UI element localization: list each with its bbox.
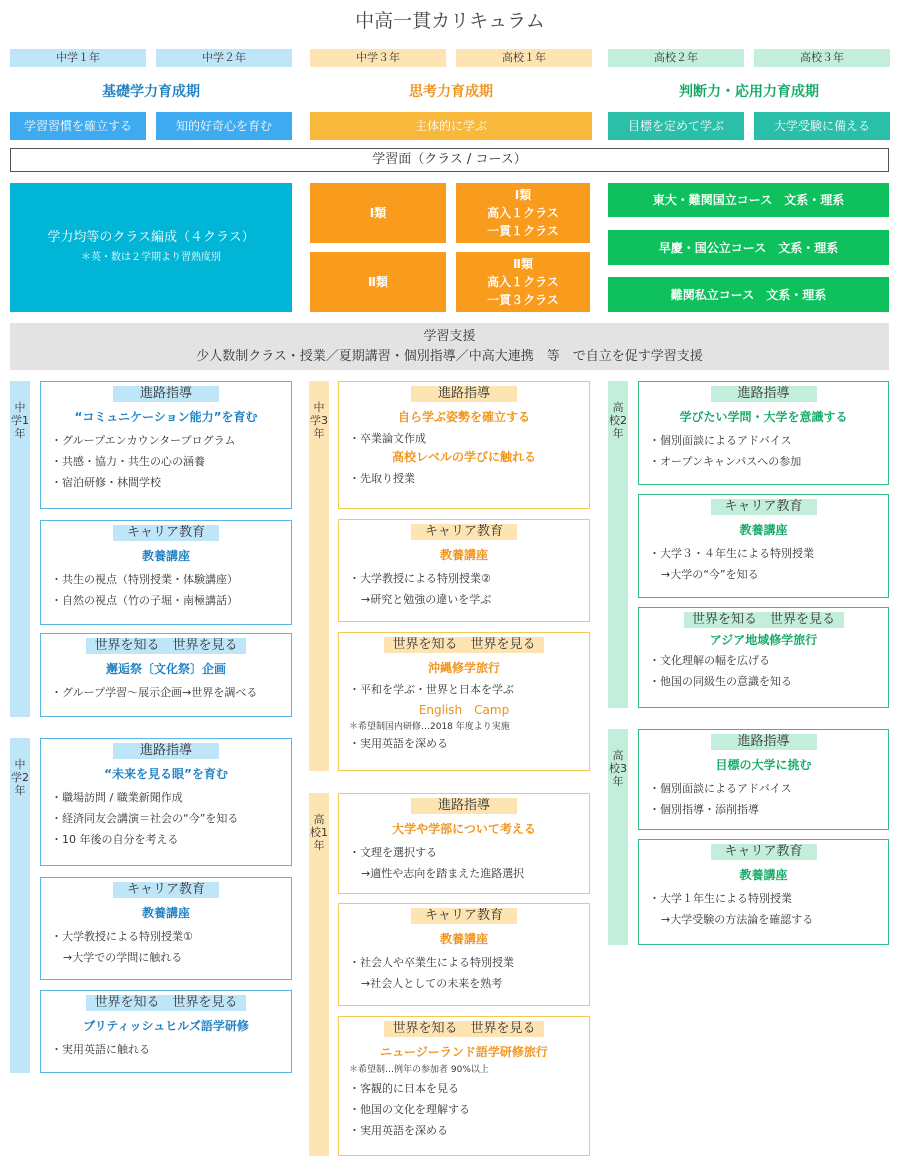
h2-career-title: 教養講座 [739,523,788,537]
m3-world-card [338,632,590,771]
list-item: →研究と勉強の違いを学ぶ [361,593,492,606]
class-type1-detail [456,183,590,243]
goal-exam-prep: 大学受験に備える [754,112,890,140]
list-item: ・個別面談によるアドバイス [649,782,792,795]
h2-shinro-title: 学びたい学問・大学を意識する [679,410,848,424]
list-item: →社会人としての未来を熟考 [361,977,503,990]
course-private: 難関私立コース 文系・理系 [608,277,889,312]
m3-world-title: 沖縄修学旅行 [427,661,500,675]
m2-shinro-heading: 進路指導 [113,743,219,759]
m3-shinro-card [338,381,590,509]
grade-senior-1: 高校１年 [456,49,592,67]
h2-shinro-card [638,381,889,485]
page-title: 中高一貫カリキュラム [355,10,545,32]
course-soukei: 早慶・国公立コース 文系・理系 [608,230,889,265]
class-type2-detail [456,252,590,312]
m2-world-card [40,990,292,1073]
list-item: ＊希望制国内研修…2018 年度より実施 [349,722,510,732]
list-item: ・先取り授業 [349,472,415,485]
class-type2-detail-3: 一貫３クラス [487,293,559,307]
h1-world-heading: 世界を知る 世界を見る [384,1021,544,1037]
learning-bar: 学習面（クラス / コース） [10,148,889,172]
list-item: ・10 年後の自分を考える [51,833,179,846]
list-item: ・自然の視点（竹の子堀・南極講話） [51,594,238,607]
list-item: →適性や志向を踏まえた進路選択 [361,867,525,880]
h3-shinro-heading: 進路指導 [711,734,817,750]
grade-junior-3: 中学３年 [310,49,446,67]
h2-career-heading: キャリア教育 [711,499,817,515]
class-type1-detail-3: 一貫１クラス [487,224,559,238]
m2-career-heading: キャリア教育 [113,882,219,898]
class-type1-label: Ⅰ類 [369,206,387,220]
list-item: →大学受験の方法論を確認する [661,913,814,926]
m3-career-heading: キャリア教育 [411,524,517,540]
list-item: →大学の“今”を知る [661,568,759,581]
list-item: ・平和を学ぶ・世界と日本を学ぶ [349,683,514,696]
list-item: ・大学教授による特別授業① [51,930,193,943]
list-item: ・社会人や卒業生による特別授業 [349,956,514,969]
list-item: ・大学１年生による特別授業 [649,892,792,905]
grade-senior-3: 高校３年 [754,49,890,67]
h2-world-heading: 世界を知る 世界を見る [684,612,844,628]
m1-shinro-card [40,381,292,509]
class-type1-detail-2: 高入１クラス [487,206,559,220]
h3-career-card [638,839,889,945]
m1-world-card [40,633,292,717]
goal-set-target: 目標を定めて学ぶ [608,112,744,140]
junior-class-text: 学力均等のクラス編成（４クラス） [47,229,255,245]
list-item: ・他国の同級生の意識を知る [649,675,792,688]
course-todai: 東大・難関国立コース 文系・理系 [608,183,889,217]
h2-world-title: アジア地域修学旅行 [709,633,818,647]
grade-senior-2: 高校２年 [608,49,744,67]
list-item: ・個別面談によるアドバイス [649,434,792,447]
class-type2-detail-1: Ⅱ類 [513,257,533,271]
m2-world-title: ブリティッシュヒルズ語学研修 [83,1019,249,1033]
vertical-label-h2: 高校2年 [608,381,628,708]
vertical-label-m2: 中学2年 [10,738,30,1073]
list-item: ・経済同友会講演＝社会の“今”を知る [51,812,239,825]
list-item: ・実用英語を深める [349,1124,448,1137]
m3-shinro-title: 自ら学ぶ姿勢を確立する [397,410,530,424]
goal-independent: 主体的に学ぶ [310,112,592,140]
support-title: 学習支援 [423,329,476,344]
h1-career-card [338,903,590,1006]
junior-class-note: ＊英・数は２学期より習熟度別 [81,251,221,263]
list-item: ・実用英語に触れる [51,1043,150,1056]
h3-career-title: 教養講座 [739,868,788,882]
class-type1 [310,183,446,243]
m2-world-heading: 世界を知る 世界を見る [86,995,246,1011]
grade-junior-1: 中学１年 [10,49,146,67]
list-item: ・宿泊研修・林間学校 [51,476,161,489]
list-item: ・文理を選択する [349,846,437,859]
period-basic: 基礎学力育成期 [102,84,200,100]
m1-shinro-heading: 進路指導 [113,386,219,402]
support-bar [10,323,889,370]
m2-career-title: 教養講座 [141,906,190,920]
list-item: →大学での学問に触れる [63,951,183,964]
m3-shinro-title2: 高校レベルの学びに触れる [391,450,536,464]
m2-career-card [40,877,292,980]
m1-world-title: 邂逅祭〔文化祭〕企画 [105,662,226,676]
list-item: ・他国の文化を理解する [349,1103,470,1116]
h1-shinro-title: 大学や学部について考える [392,822,536,836]
h1-world-title: ニュージーランド語学研修旅行 [380,1045,548,1059]
list-item: ・グループ学習～展示企画→世界を調べる [51,686,258,699]
support-text: 少人数制クラス・授業／夏期講習・個別指導／中高大連携 等 で自立を促す学習支援 [196,349,703,364]
h1-career-title: 教養講座 [439,932,488,946]
m3-world-heading: 世界を知る 世界を見る [384,637,544,653]
h3-career-heading: キャリア教育 [711,844,817,860]
vertical-label-m3: 中学3年 [309,381,329,771]
class-type2-label: Ⅱ類 [368,275,388,289]
junior-class-block [10,183,292,312]
list-item: ・共生の視点（特別授業・体験講座） [51,573,238,586]
goal-curiosity: 知的好奇心を育む [156,112,292,140]
period-thinking: 思考力育成期 [409,84,493,100]
list-item: ＊希望制…例年の参加者 90%以上 [349,1065,489,1075]
m3-world-title2: English Camp [418,703,510,717]
h1-shinro-heading: 進路指導 [411,798,517,814]
m2-shinro-title: “未来を見る眼”を育む [104,767,228,781]
h1-world-card [338,1016,590,1156]
m1-career-title: 教養講座 [141,549,190,563]
vertical-label-h3: 高校3年 [608,729,628,945]
class-type2 [310,252,446,312]
m3-career-card [338,519,590,622]
list-item: ・実用英語を深める [349,737,448,750]
h2-career-card [638,494,889,598]
list-item: ・オープンキャンパスへの参加 [649,455,802,468]
m1-shinro-title: “コミュニケーション能力”を育む [74,410,258,424]
list-item: ・大学教授による特別授業② [349,572,491,585]
class-type1-detail-1: Ⅰ類 [514,188,532,202]
h1-shinro-card [338,793,590,894]
list-item: ・個別指導・添削指導 [649,803,759,816]
grade-junior-2: 中学２年 [156,49,292,67]
m1-career-heading: キャリア教育 [113,525,219,541]
m1-world-heading: 世界を知る 世界を見る [86,638,246,654]
list-item: ・グループエンカウンタープログラム [51,434,236,447]
list-item: ・職場訪問 / 職業新聞作成 [51,791,183,804]
h2-world-card [638,607,889,708]
h2-shinro-heading: 進路指導 [711,386,817,402]
vertical-label-h1: 高校1年 [309,793,329,1156]
list-item: ・卒業論文作成 [349,432,426,445]
m1-career-card [40,520,292,625]
list-item: ・大学３・４年生による特別授業 [649,547,814,560]
period-judgment: 判断力・応用力育成期 [679,84,819,100]
goal-study-habit: 学習習慣を確立する [10,112,146,140]
class-type2-detail-2: 高入１クラス [487,275,559,289]
m3-career-title: 教養講座 [439,548,488,562]
list-item: ・客観的に日本を見る [349,1082,459,1095]
m3-shinro-heading: 進路指導 [411,386,517,402]
list-item: ・文化理解の幅を広げる [649,654,770,667]
m2-shinro-card [40,738,292,866]
h1-career-heading: キャリア教育 [411,908,517,924]
h3-shinro-title: 目標の大学に挑む [715,758,812,772]
list-item: ・共感・協力・共生の心の涵養 [51,455,205,468]
h3-shinro-card [638,729,889,830]
vertical-label-m1: 中学1年 [10,381,30,717]
